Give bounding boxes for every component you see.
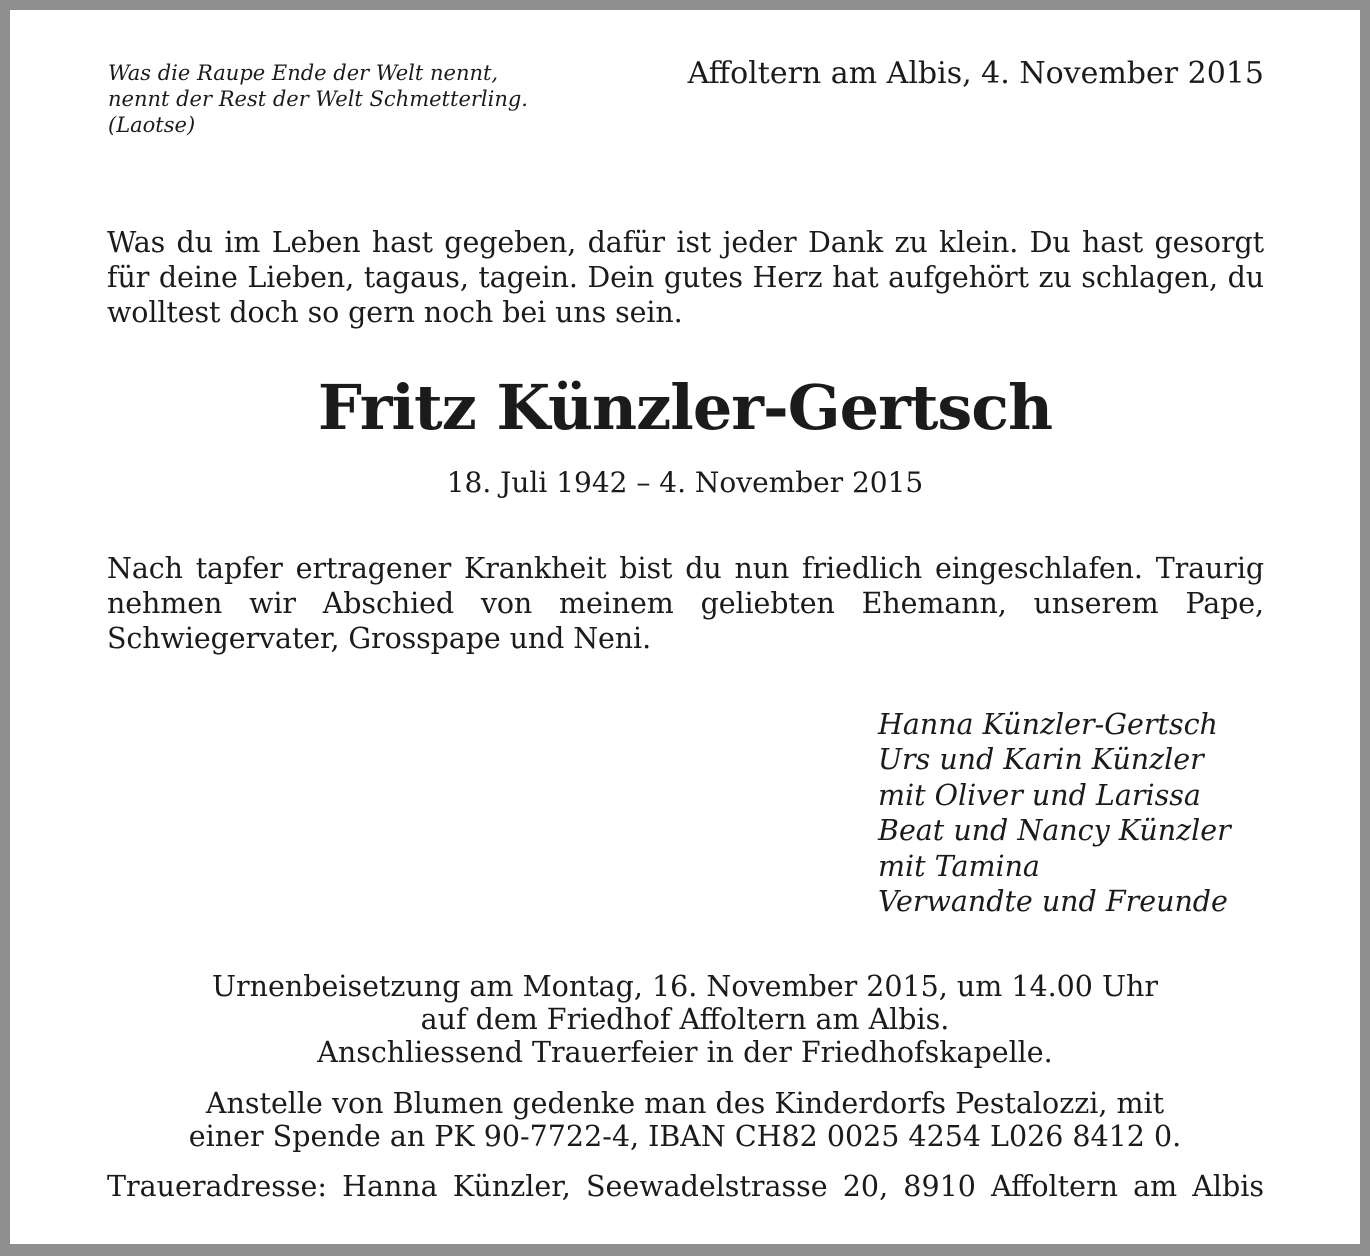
deceased-name: Fritz Künzler-Gertsch	[317, 371, 1053, 444]
burial-details	[10, 970, 1360, 1069]
mourner-line: Beat und Nancy Künzler	[878, 814, 1231, 848]
mourner-line: mit Oliver und Larissa	[878, 778, 1201, 812]
donation-line: Anstelle von Blumen gedenke man des Kinderdorfs Pestalozzi, mit	[205, 1087, 1165, 1120]
mourner-line: Verwandte und Freunde	[878, 885, 1228, 919]
burial-line: auf dem Friedhof Affoltern am Albis.	[420, 1003, 950, 1036]
mourner-line: Hanna Künzler-Gertsch	[878, 708, 1218, 741]
burial-line: Anschliessend Trauerfeier in der Friedhofskapelle.	[317, 1036, 1053, 1069]
life-dates: 18. Juli 1942 – 4. November 2015	[446, 466, 924, 499]
mourner-line: mit Tamina	[878, 849, 1040, 883]
memorial-poem: Was du im Leben hast gegeben, dafür ist jeder Dank zu klein. Du hast gesorgt für deine Lieben, tagaus, tagein. Dein gutes Herz hat aufgehört zu schlagen, du wolltest doch so gern noch bei uns sein.	[107, 226, 1264, 329]
announcement-text: Nach tapfer ertragener Krankheit bist du nun friedlich eingeschlafen. Traurig nehmen wir Abschied von meinem geliebten Ehemann, unserem Pape, Schwiegervater, Grosspape und Neni.	[107, 552, 1264, 655]
mourning-address: Traueradresse: Hanna Künzler, Seewadelstrasse 20, 8910 Affoltern am Albis	[107, 1170, 1264, 1203]
mourner-line: Urs und Karin Künzler	[878, 743, 1204, 777]
motto-author: (Laotse)	[108, 113, 196, 137]
donation-details	[10, 1087, 1360, 1153]
motto-line: Was die Raupe Ende der Welt nennt,	[108, 61, 499, 85]
donation-line: einer Spende an PK 90-7722-4, IBAN CH82 0025 4254 L026 8412 0.	[188, 1120, 1182, 1153]
motto-quote	[108, 60, 628, 138]
mourners-list	[878, 707, 1231, 919]
motto-line: nennt der Rest der Welt Schmetterling.	[108, 87, 528, 111]
obituary-notice	[10, 10, 1360, 1244]
place-and-date: Affoltern am Albis, 4. November 2015	[687, 56, 1264, 91]
burial-line: Urnenbeisetzung am Montag, 16. November 2015, um 14.00 Uhr	[212, 970, 1158, 1003]
